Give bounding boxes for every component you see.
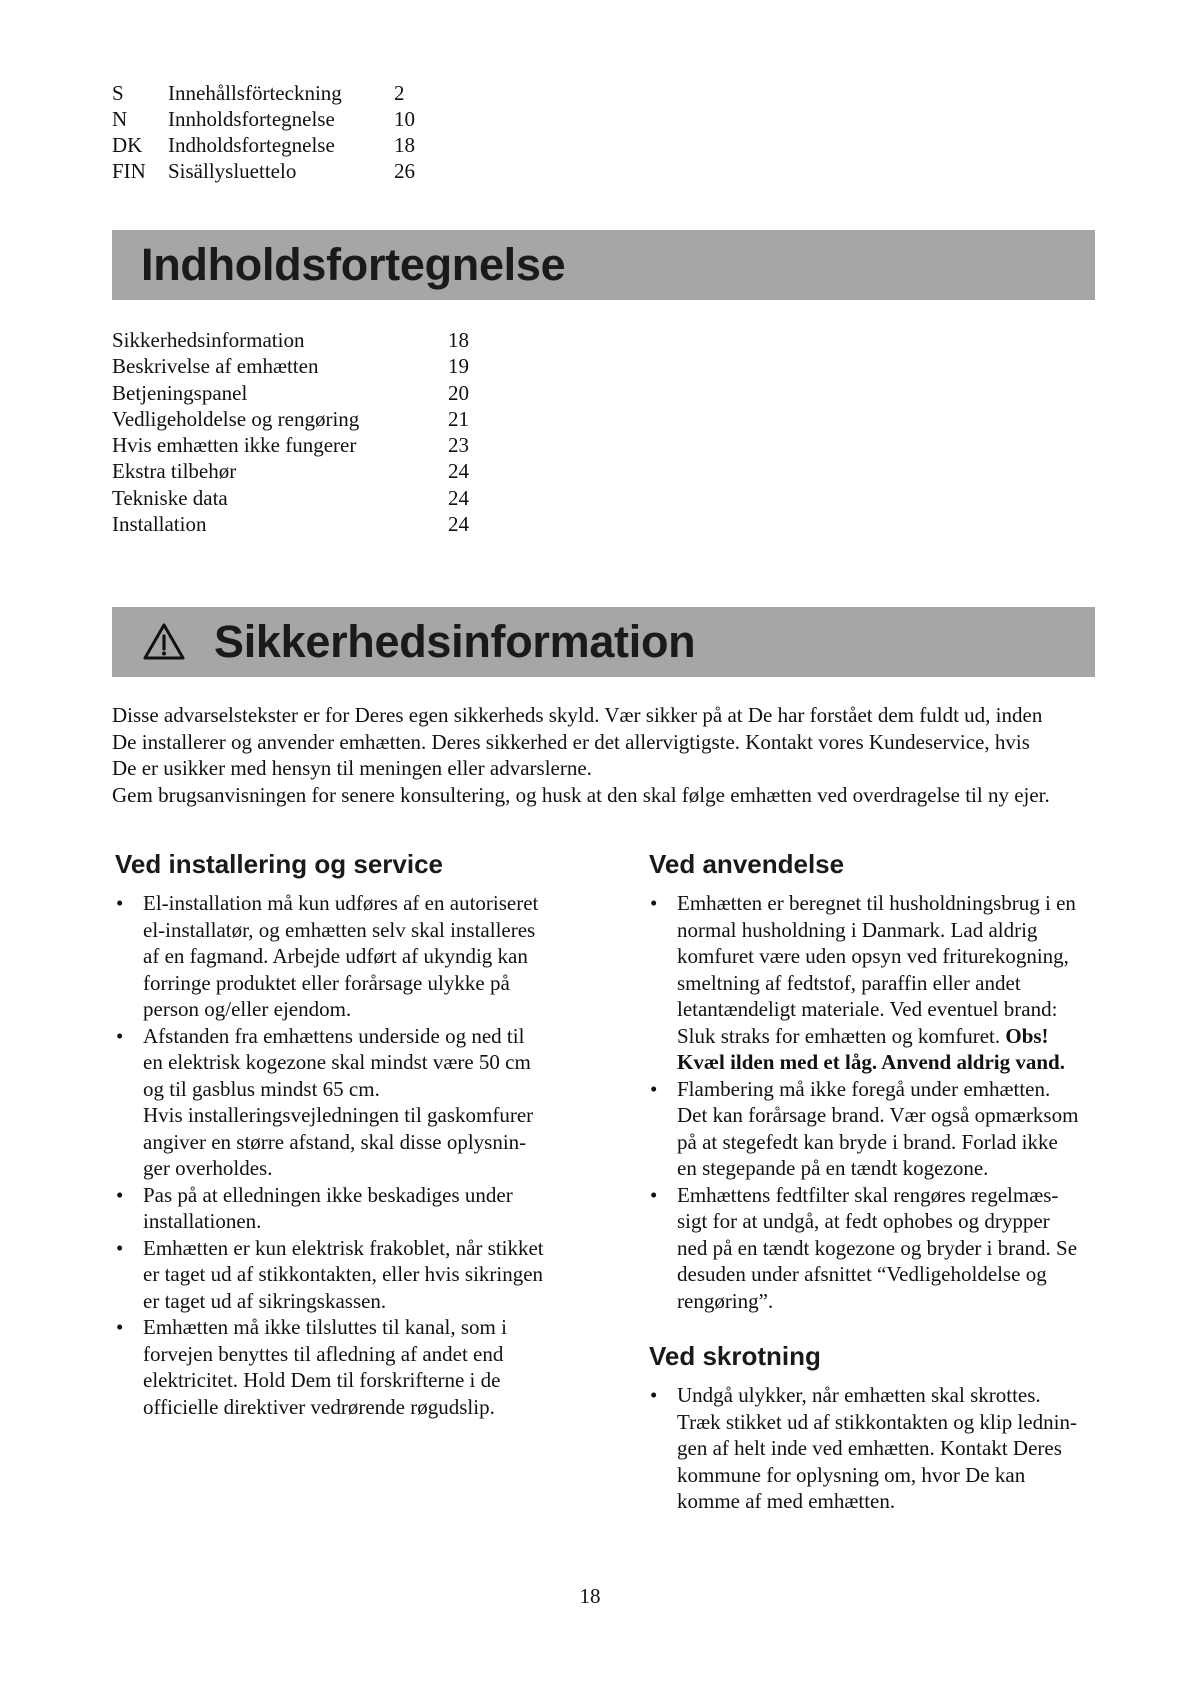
item-line: af en fagmand. Arbejde udført af ukyndig kan [143, 944, 528, 968]
toc-item-title: Beskrivelse af emhætten [112, 354, 319, 379]
item-line: Emhætten er kun elektrisk frakoblet, når stikket [143, 1235, 544, 1260]
list-item [114, 1023, 570, 1182]
list-item [114, 1235, 570, 1315]
item-line: Pas på at elledningen ikke beskadiges under [143, 1182, 513, 1207]
intro-line: De installerer og anvender emhætten. Deres sikkerhed er det allervigtigste. Kontakt vores Kundeservice, hvis [112, 729, 1030, 754]
list-item [114, 1182, 570, 1235]
toc-item-page: 24 [448, 459, 469, 484]
toc-item-title: Installation [112, 512, 207, 537]
language-code: N [112, 107, 128, 131]
item-bold-line: Kvæl ilden med et låg. Anvend aldrig vand. [677, 1050, 1065, 1074]
toc-row [112, 327, 488, 353]
item-line: angiver en større afstand, skal disse oplysnin- [143, 1129, 527, 1154]
toc-item-title: Betjeningspanel [112, 380, 248, 405]
toc-item-page: 24 [448, 485, 469, 510]
installation-list [114, 890, 570, 1420]
language-toc-page: 10 [394, 107, 415, 131]
usage-heading: Ved anvendelse [649, 849, 845, 879]
language-toc-title: Indholdsfortegnelse [168, 133, 335, 157]
safety-heading: Sikkerhedsinformation [214, 616, 696, 667]
item-line: en stegepande på en tændt kogezone. [677, 1156, 989, 1180]
language-code: FIN [112, 159, 146, 183]
item-line: forvejen benyttes til afledning af andet end [143, 1341, 504, 1366]
installation-section [114, 848, 570, 1420]
toc-row [112, 458, 488, 484]
toc-item-title: Tekniske data [112, 485, 228, 510]
item-line: er taget ud af stikkontakten, eller hvis sikringen [143, 1262, 544, 1286]
item-line: Afstanden fra emhættens underside og ned til [143, 1023, 525, 1048]
item-line: en elektrisk kogezone skal mindst være 50 cm [143, 1050, 531, 1074]
bullet-icon: • [116, 1023, 124, 1048]
language-toc-title: Innehållsförteckning [168, 81, 342, 105]
item-line: Emhætten må ikke tilsluttes til kanal, som i [143, 1315, 507, 1339]
toc-item-page: 23 [448, 433, 469, 458]
item-line: Undgå ulykker, når emhætten skal skrottes. [677, 1383, 1041, 1407]
toc-item-page: 24 [448, 512, 469, 537]
item-line: og til gasblus mindst 65 cm. [143, 1076, 380, 1101]
list-item [114, 890, 570, 1023]
list-item [648, 1076, 1098, 1182]
installation-heading: Ved installering og service [115, 849, 444, 879]
item-line: Hvis installeringsvejledningen til gaskomfurer [143, 1103, 534, 1127]
item-line: desuden under afsnittet “Vedligeholdelse og [677, 1262, 1047, 1286]
item-line: Træk stikket ud af stikkontakten og klip lednin- [677, 1409, 1077, 1434]
language-index-row [112, 158, 434, 184]
page-number: 18 [579, 1584, 601, 1608]
disposal-heading: Ved skrotning [649, 1341, 821, 1371]
list-item [114, 1314, 570, 1420]
item-line: komme af med emhætten. [677, 1489, 896, 1513]
item-line: på at stegefedt kan bryde i brand. Forlad ikke [677, 1129, 1058, 1154]
language-code: DK [112, 133, 143, 157]
language-index-row [112, 106, 434, 132]
language-code: S [112, 81, 124, 105]
toc-row [112, 380, 488, 406]
language-toc-page: 18 [394, 133, 415, 157]
bullet-icon: • [650, 1076, 658, 1101]
item-line: smeltning af fedtstof, paraffin eller andet [677, 970, 1021, 995]
item-line: sigt for at undgå, at fedt ophobes og drypper [677, 1209, 1050, 1233]
item-line: Flambering må ikke foregå under emhætten. [677, 1076, 1051, 1101]
bullet-icon: • [650, 1383, 658, 1407]
bullet-icon: • [116, 1315, 124, 1339]
list-item [648, 1382, 1098, 1515]
item-line: gen af helt inde ved emhætten. Kontakt Deres [677, 1436, 1062, 1460]
item-line: er taget ud af sikringskassen. [143, 1288, 387, 1313]
bullet-icon: • [650, 891, 658, 915]
item-line: Emhættens fedtfilter skal rengøres regelmæs- [677, 1182, 1059, 1207]
usage-section [648, 848, 1098, 1515]
toc-item-title: Vedligeholdelse og rengøring [112, 406, 360, 431]
language-index [112, 80, 434, 184]
toc-heading: Indholdsfortegnelse [141, 239, 566, 290]
usage-list [648, 890, 1098, 1314]
language-toc-title: Innholdsfortegnelse [168, 107, 335, 131]
toc-row [112, 406, 488, 432]
item-line: normal husholdning i Danmark. Lad aldrig [677, 917, 1038, 942]
item-line: El-installation må kun udføres af en autoriseret [143, 891, 539, 915]
list-item [648, 1182, 1098, 1315]
toc-banner [112, 230, 1095, 300]
item-line: letantændeligt materiale. Ved eventuel brand: [677, 997, 1058, 1021]
item-line: rengøring”. [677, 1288, 774, 1313]
item-line: ned på en tændt kogezone og bryder i brand. Se [677, 1235, 1078, 1260]
language-index-row [112, 132, 434, 158]
safety-intro [112, 702, 1102, 808]
language-toc-page: 2 [394, 81, 405, 105]
item-line: el-installatør, og emhætten selv skal installeres [143, 917, 536, 942]
toc-item-page: 19 [448, 354, 469, 379]
item-line: officielle direktiver vedrørende røgudslip. [143, 1394, 495, 1419]
toc-row [112, 511, 488, 537]
bullet-icon: • [116, 1182, 124, 1207]
bullet-icon: • [116, 1235, 124, 1260]
toc-item-title: Sikkerhedsinformation [112, 328, 305, 352]
item-line: forringe produktet eller forårsage ulykke på [143, 970, 510, 995]
bullet-icon: • [650, 1182, 658, 1207]
toc-item-title: Ekstra tilbehør [112, 459, 237, 484]
toc-item-page: 21 [448, 406, 469, 431]
item-bold-text: Obs! [1005, 1023, 1049, 1048]
intro-line: Gem brugsanvisningen for senere konsultering, og husk at den skal følge emhætten ved overdragelse til ny ejer. [112, 782, 1050, 807]
language-index-row [112, 80, 434, 106]
item-line [677, 1023, 1098, 1050]
item-line: ger overholdes. [143, 1156, 273, 1180]
intro-line: De er usikker med hensyn til meningen eller advarslerne. [112, 756, 592, 780]
item-line: person og/eller ejendom. [143, 997, 352, 1021]
item-text: Sluk straks for emhætten og komfuret. [677, 1023, 1006, 1048]
warning-triangle-icon [142, 622, 186, 662]
language-toc-title: Sisällysluettelo [168, 159, 297, 183]
toc-row [112, 485, 488, 511]
toc-row [112, 432, 488, 458]
toc-item-page: 20 [448, 380, 469, 405]
item-line: kommune for oplysning om, hvor De kan [677, 1462, 1026, 1487]
item-line: Emhætten er beregnet til husholdningsbrug i en [677, 891, 1076, 915]
safety-banner [112, 607, 1095, 677]
intro-line: Disse advarselstekster er for Deres egen sikkerheds skyld. Vær sikker på at De har forstået dem fuldt ud, inden [112, 703, 1043, 727]
disposal-list [648, 1382, 1098, 1515]
item-line: installationen. [143, 1209, 262, 1233]
toc-row [112, 353, 488, 379]
toc-item-title: Hvis emhætten ikke fungerer [112, 433, 357, 458]
list-item [648, 890, 1098, 1076]
item-line: Det kan forårsage brand. Vær også opmærksom [677, 1103, 1079, 1127]
table-of-contents [112, 327, 488, 537]
toc-item-page: 18 [448, 328, 469, 352]
language-toc-page: 26 [394, 159, 415, 183]
item-line: komfuret være uden opsyn ved friturekogning, [677, 944, 1069, 968]
bullet-icon: • [116, 891, 124, 915]
item-line: elektricitet. Hold Dem til forskrifterne i de [143, 1368, 501, 1392]
